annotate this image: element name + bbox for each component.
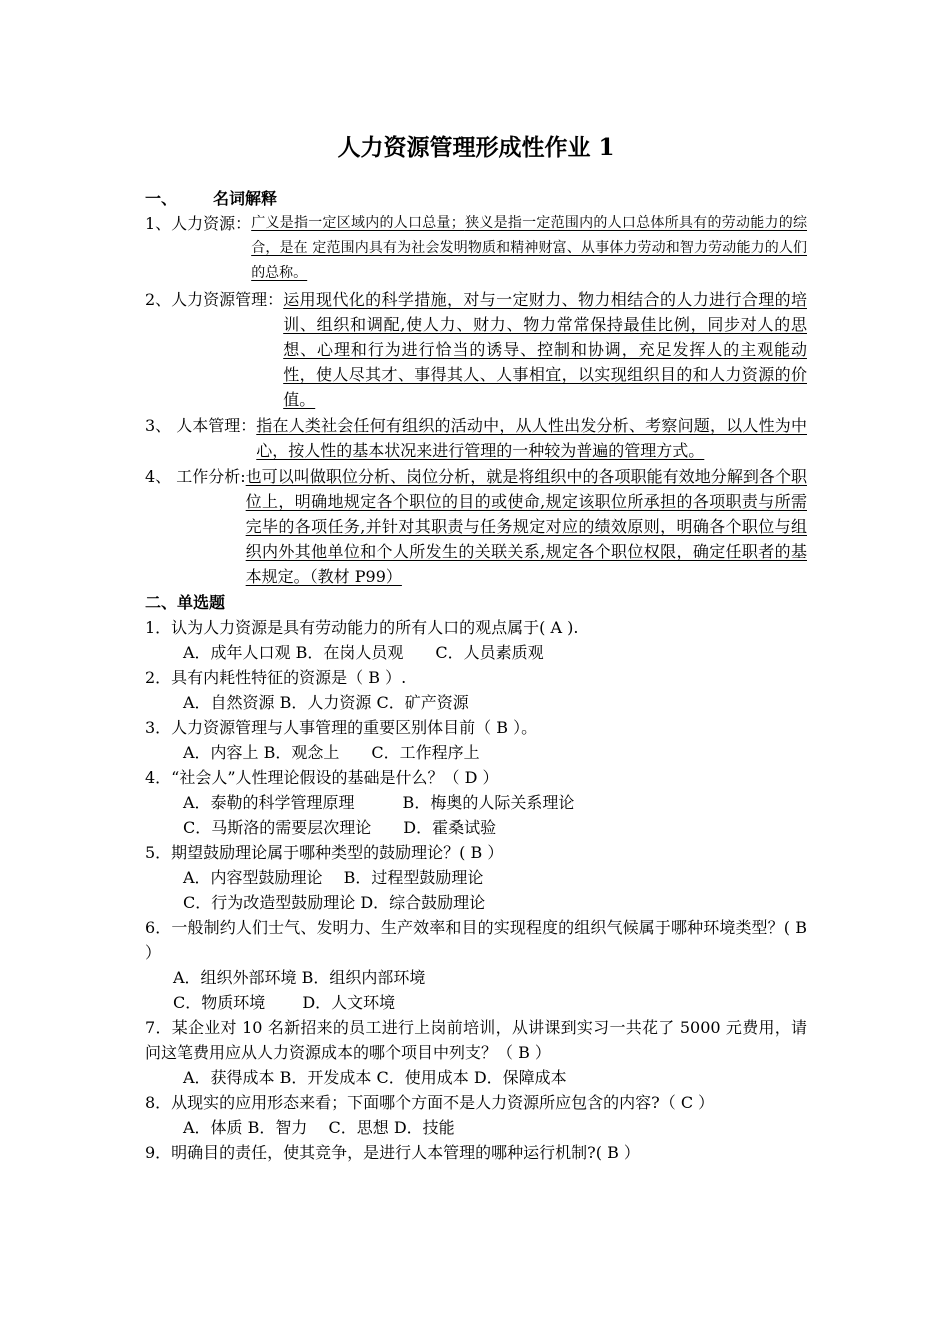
- question-options: C．物质环境 D．人文环境: [173, 993, 396, 1012]
- question-options: C．行为改造型鼓励理论 D．综合鼓励理论: [183, 893, 486, 912]
- document-page: [145, 130, 807, 1165]
- definition-item: [145, 464, 807, 589]
- question: 8．从现实的应用形态来看；下面哪个方面不是人力资源所应包含的内容?（ C ）: [145, 1093, 715, 1112]
- question: 2．具有内耗性特征的资源是（ B ）.: [145, 668, 407, 687]
- question: 7．某企业对 10 名新招来的员工进行上岗前培训，从讲课到实习一共花了 5000 元费用，请问这笔费用应从人力资源成本的哪个项目中列支？（ B ）: [145, 1018, 807, 1062]
- question: 4．“社会人”人性理论假设的基础是什么？（ D ）: [145, 768, 499, 787]
- section-heading-single-choice: 二、单选题: [145, 593, 226, 612]
- question: 6．一般制约人们士气、发明力、生产效率和目的实现程度的组织气候属于哪种环境类型？( B ）: [145, 918, 807, 962]
- definition-item: [145, 287, 807, 412]
- definition-text: 广义是指一定区域内的人口总量；: [251, 215, 465, 231]
- definition-text: 也可以叫做职位分析、岗位分析，就是将组织中的各项职能有效地分解到各个职位上，明确地规定各个职位的目的或使命,规定该职位所承担的各项职责与所需完毕的各项任务,并针对其职责与任务规定对应的绩效原则，明确各个职位与组织内外其他单位和个人所发生的关联关系,规定各个职位权限，确定任职者的基本规定。（教材 P99）: [245, 467, 807, 586]
- section-label: 名词解释: [213, 189, 278, 208]
- definition-term: 2、人力资源管理：: [145, 290, 284, 309]
- definition-text: 运用现代化的科学措施，对与一定财力、物力相结合的人力进行合理的培训、组织和调配,使人力、财力、物力常常保持最佳比例，同步对人的思想、心理和行为进行恰当的诱导、控制和协调，充足发挥人的主观能动性，使人尽其才、事得其人、人事相宜，以实现组织目的和人力资源的价值。: [283, 290, 807, 409]
- question-options: A．内容上 B．观念上 C．工作程序上: [183, 743, 480, 762]
- document-title: 人力资源管理形成性作业 1: [337, 134, 615, 161]
- definition-term: 4、 工作分析:: [145, 467, 246, 486]
- question-options: A．获得成本 B．开发成本 C．使用成本 D．保障成本: [183, 1068, 567, 1087]
- question-options: C．马斯洛的需要层次理论 D．霍桑试验: [183, 818, 497, 837]
- question: 5．期望鼓励理论属于哪种类型的鼓励理论？( B ）: [145, 843, 504, 862]
- section-number: 一、: [145, 189, 178, 208]
- definition-text: 指在人类社会任何有组织的活动中，从人性出发分析、考察问题，以人性为中心，按人性的基本状况来进行管理的一种较为普遍的管理方式。: [256, 416, 807, 460]
- question-options: A．内容型鼓励理论 B．过程型鼓励理论: [183, 868, 484, 887]
- question-options: A．体质 B．智力 C．思想 D．技能: [183, 1118, 455, 1137]
- definition-term: 1、人力资源：: [145, 214, 252, 233]
- definition-item: [145, 211, 807, 286]
- definition-text: 狭义是指一定范围内的人口总体所具有的劳动能力的综合，是在 定范围内具有为社会发明物质和精神财富、从事体力劳动和智力劳动能力的人们的总称。: [251, 215, 808, 281]
- question-options: A．成年人口观 B．在岗人员观 C．人员素质观: [183, 643, 544, 662]
- question-options: A．组织外部环境 B．组织内部环境: [173, 968, 426, 987]
- question: 3．人力资源管理与人事管理的重要区别体目前（ B ）。: [145, 718, 538, 737]
- section-heading-definitions: [145, 186, 807, 211]
- definition-term: 3、 人本管理：: [145, 416, 257, 435]
- question-options: A．泰勒的科学管理原理 B．梅奥的人际关系理论: [183, 793, 575, 812]
- definition-item: [145, 413, 807, 463]
- question-options: A．自然资源 B．人力资源 C．矿产资源: [183, 693, 469, 712]
- question: 9．明确目的责任，使其竞争，是进行人本管理的哪种运行机制?( B ）: [145, 1143, 640, 1162]
- question: 1．认为人力资源是具有劳动能力的所有人口的观点属于( A ).: [145, 618, 579, 637]
